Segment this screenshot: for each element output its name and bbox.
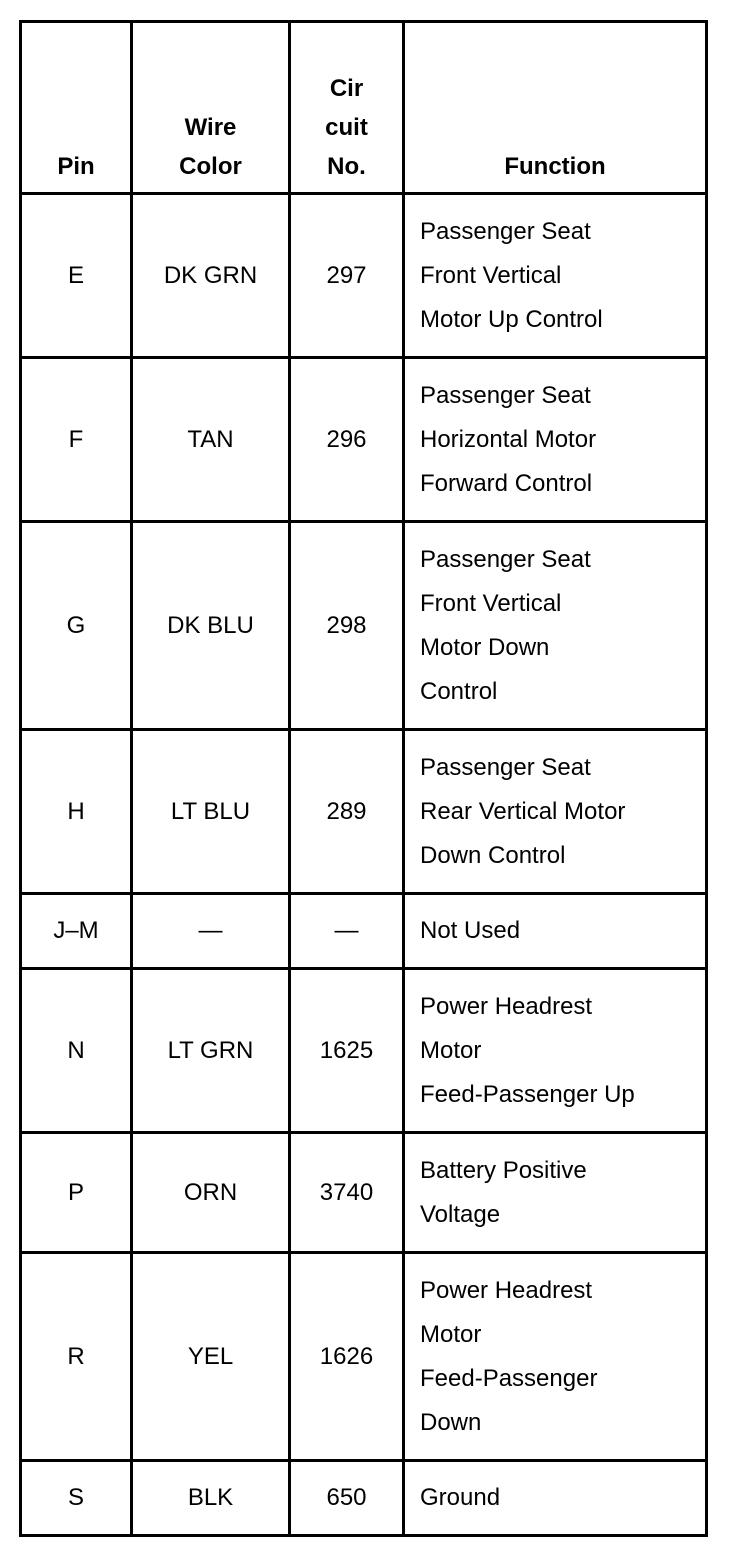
header-wire-color-line: Wire xyxy=(184,114,237,141)
header-pin xyxy=(21,22,132,194)
wire-color-cell: ORN xyxy=(132,1133,290,1253)
wire-color-cell: DK GRN xyxy=(132,194,290,358)
function-line: Control xyxy=(420,677,498,705)
function-cell xyxy=(404,194,707,358)
function-line: Motor Down xyxy=(420,633,550,661)
pin-cell: J–M xyxy=(21,894,132,969)
function-line: Passenger Seat xyxy=(420,545,591,573)
circuit-number-cell: 296 xyxy=(290,358,404,522)
function-cell xyxy=(404,1253,707,1461)
table-row xyxy=(21,194,707,358)
function-line: Feed-Passenger xyxy=(420,1364,598,1392)
function-cell xyxy=(404,358,707,522)
pin-cell: S xyxy=(21,1461,132,1536)
pin-cell: E xyxy=(21,194,132,358)
wire-color-cell: LT GRN xyxy=(132,969,290,1133)
header-function xyxy=(404,22,707,194)
function-line: Power Headrest xyxy=(420,992,593,1020)
header-wire-color-line: Color xyxy=(179,153,242,180)
circuit-number-cell: 3740 xyxy=(290,1133,404,1253)
function-line: Ground xyxy=(420,1484,501,1511)
table-row xyxy=(21,1253,707,1461)
header-row xyxy=(21,22,707,194)
header-function-label: Function xyxy=(504,153,606,180)
table-row xyxy=(21,522,707,730)
function-line: Battery Positive xyxy=(420,1156,587,1184)
wire-color-cell: — xyxy=(132,894,290,969)
pin-cell: P xyxy=(21,1133,132,1253)
function-line: Rear Vertical Motor xyxy=(420,797,626,825)
wire-color-cell: LT BLU xyxy=(132,730,290,894)
wire-color-cell: TAN xyxy=(132,358,290,522)
header-wire-color xyxy=(132,22,290,194)
pin-cell: H xyxy=(21,730,132,894)
header-circuit-line: Cir xyxy=(329,75,364,102)
wire-color-cell: YEL xyxy=(132,1253,290,1461)
function-line: Feed-Passenger Up xyxy=(420,1080,635,1108)
function-cell xyxy=(404,730,707,894)
function-line: Motor xyxy=(420,1320,482,1348)
function-cell xyxy=(404,894,707,969)
circuit-number-cell: 650 xyxy=(290,1461,404,1536)
function-line: Voltage xyxy=(420,1200,501,1228)
function-line: Down Control xyxy=(420,841,566,869)
table-row xyxy=(21,358,707,522)
pin-cell: G xyxy=(21,522,132,730)
circuit-number-cell: 289 xyxy=(290,730,404,894)
function-line: Power Headrest xyxy=(420,1276,593,1304)
table-row xyxy=(21,1461,707,1536)
table-row xyxy=(21,1133,707,1253)
function-line: Not Used xyxy=(420,917,521,944)
function-cell xyxy=(404,522,707,730)
function-line: Front Vertical xyxy=(420,589,562,617)
function-cell xyxy=(404,1461,707,1536)
circuit-number-cell: 298 xyxy=(290,522,404,730)
circuit-number-cell: 1625 xyxy=(290,969,404,1133)
function-line: Front Vertical xyxy=(420,261,562,289)
function-line: Passenger Seat xyxy=(420,217,591,245)
circuit-number-cell: 1626 xyxy=(290,1253,404,1461)
function-cell xyxy=(404,1133,707,1253)
function-line: Motor xyxy=(420,1036,482,1064)
function-line: Horizontal Motor xyxy=(420,425,597,453)
table-header xyxy=(21,22,707,194)
function-line: Passenger Seat xyxy=(420,753,591,781)
wire-color-cell: DK BLU xyxy=(132,522,290,730)
table-body xyxy=(21,194,707,1536)
header-circuit-line: No. xyxy=(327,153,366,180)
pin-cell: R xyxy=(21,1253,132,1461)
function-line: Motor Up Control xyxy=(420,305,603,333)
table-row xyxy=(21,730,707,894)
wire-color-cell: BLK xyxy=(132,1461,290,1536)
function-line: Forward Control xyxy=(420,469,593,497)
table-row xyxy=(21,969,707,1133)
pin-cell: N xyxy=(21,969,132,1133)
function-line: Passenger Seat xyxy=(420,381,591,409)
header-circuit-line: cuit xyxy=(325,114,368,141)
circuit-number-cell: — xyxy=(290,894,404,969)
header-circuit-number xyxy=(290,22,404,194)
header-pin-label: Pin xyxy=(57,153,95,180)
pin-cell: F xyxy=(21,358,132,522)
function-line: Down xyxy=(420,1408,482,1436)
table-row xyxy=(21,894,707,969)
circuit-number-cell: 297 xyxy=(290,194,404,358)
function-cell xyxy=(404,969,707,1133)
connector-pinout-table xyxy=(19,20,708,1537)
